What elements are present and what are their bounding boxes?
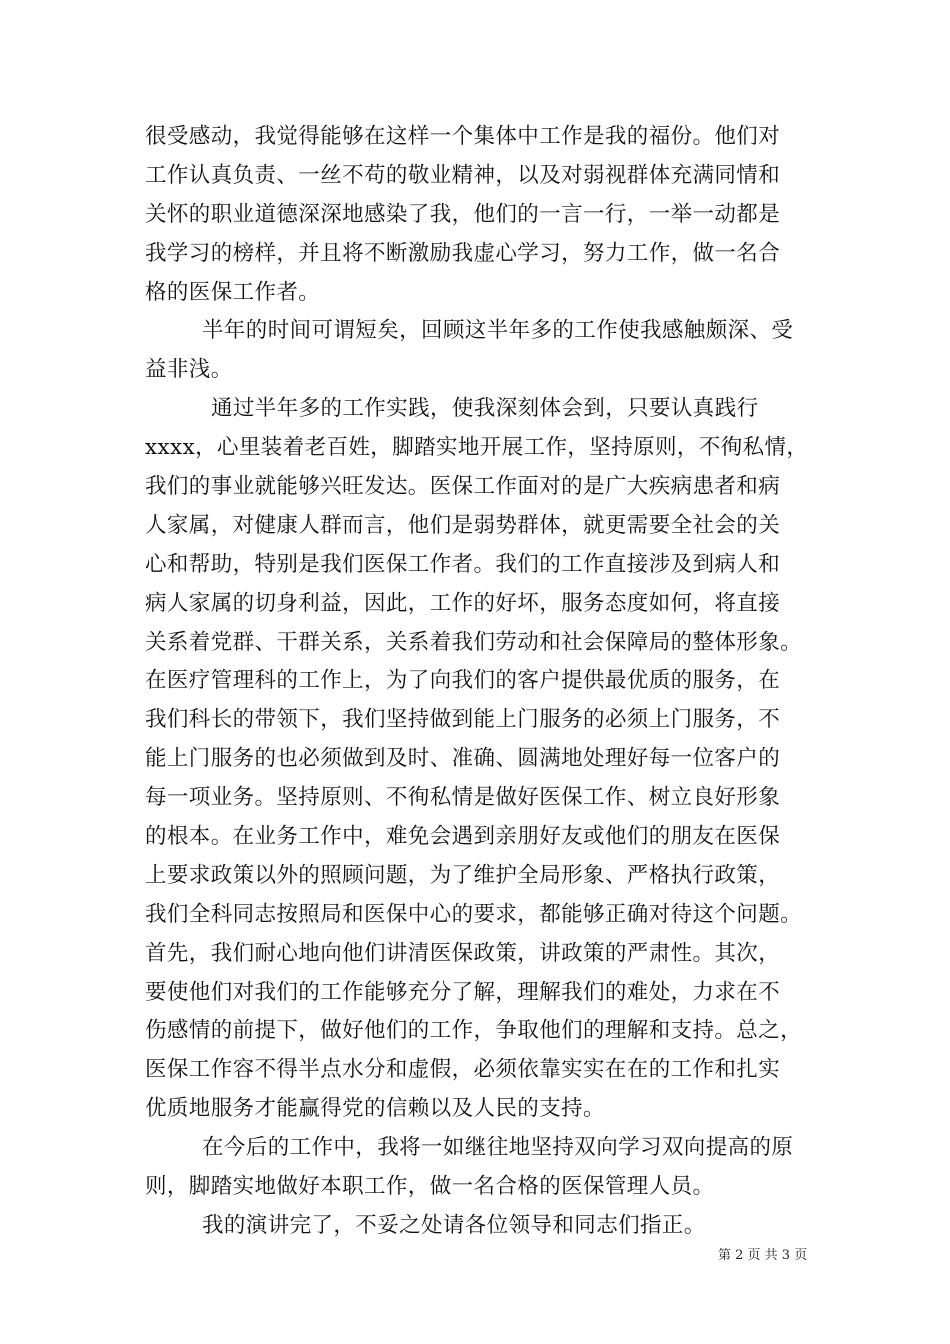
text-line: xxxx，心里装着老百姓，脚踏实地开展工作，坚持原则，不徇私情， (145, 435, 809, 461)
paragraph-start-line: 通过半年多的工作实践，使我深刻体会到，只要认真践行 (211, 396, 759, 422)
text-line: 我学习的榜样，并且将不断激励我虚心学习，努力工作，做一名合 (145, 240, 781, 266)
text-line: 我们的事业就能够兴旺发达。医保工作面对的是广大疾病患者和病 (145, 474, 781, 500)
text-line: 医保工作容不得半点水分和虚假，必须依靠实实在在的工作和扎实 (145, 1057, 781, 1083)
document-body (145, 118, 825, 1246)
paragraph-start-line: 我的演讲完了，不妥之处请各位领导和同志们指正。 (202, 1212, 706, 1238)
text-line: 我们科长的带领下，我们坚持做到能上门服务的必须上门服务，不 (145, 707, 781, 733)
paragraph-start-line: 在今后的工作中，我将一如继往地坚持双向学习双向提高的原 (202, 1135, 794, 1161)
text-line: 首先，我们耐心地向他们讲清医保政策，讲政策的严肃性。其次， (145, 940, 781, 966)
text-line: 人家属，对健康人群而言，他们是弱势群体，就更需要全社会的关 (145, 512, 781, 538)
text-line: 关怀的职业道德深深地感染了我，他们的一言一行，一举一动都是 (145, 201, 781, 227)
text-line: 每一项业务。坚持原则、不徇私情是做好医保工作、树立良好形象 (145, 785, 781, 811)
text-line: 病人家属的切身利益，因此，工作的好坏，服务态度如何，将直接 (145, 590, 781, 616)
text-line: 的根本。在业务工作中，难免会遇到亲朋好友或他们的朋友在医保 (145, 824, 781, 850)
text-line: 心和帮助，特别是我们医保工作者。我们的工作直接涉及到病人和 (145, 551, 781, 577)
text-line: 工作认真负责、一丝不苟的敬业精神，以及对弱视群体充满同情和 (145, 162, 781, 188)
text-line: 要使他们对我们的工作能够充分了解，理解我们的难处，力求在不 (145, 979, 781, 1005)
text-line: 很受感动，我觉得能够在这样一个集体中工作是我的福份。他们对 (145, 124, 781, 149)
paragraph-start-line: 半年的时间可谓短矣，回顾这半年多的工作使我感触颇深、受 (202, 318, 794, 344)
text-line: 我们全科同志按照局和医保中心的要求，都能够正确对待这个问题。 (145, 901, 803, 927)
text-line: 益非浅。 (145, 357, 233, 383)
text-line: 格的医保工作者。 (145, 279, 321, 305)
text-line: 关系着党群、干群关系，关系着我们劳动和社会保障局的整体形象。 (145, 629, 803, 655)
text-line: 上要求政策以外的照顾问题，为了维护全局形象、严格执行政策， (145, 862, 781, 888)
page-number: 第 2 页 共 3 页 (718, 1248, 808, 1263)
text-line: 能上门服务的也必须做到及时、准确、圆满地处理好每一位客户的 (145, 746, 781, 772)
text-line: 优质地服务才能赢得党的信赖以及人民的支持。 (145, 1096, 605, 1122)
text-line: 伤感情的前提下，做好他们的工作，争取他们的理解和支持。总之， (145, 1018, 803, 1044)
text-line: 在医疗管理科的工作上，为了向我们的客户提供最优质的服务，在 (145, 668, 781, 694)
text-line: 则，脚踏实地做好本职工作，做一名合格的医保管理人员。 (145, 1174, 715, 1200)
